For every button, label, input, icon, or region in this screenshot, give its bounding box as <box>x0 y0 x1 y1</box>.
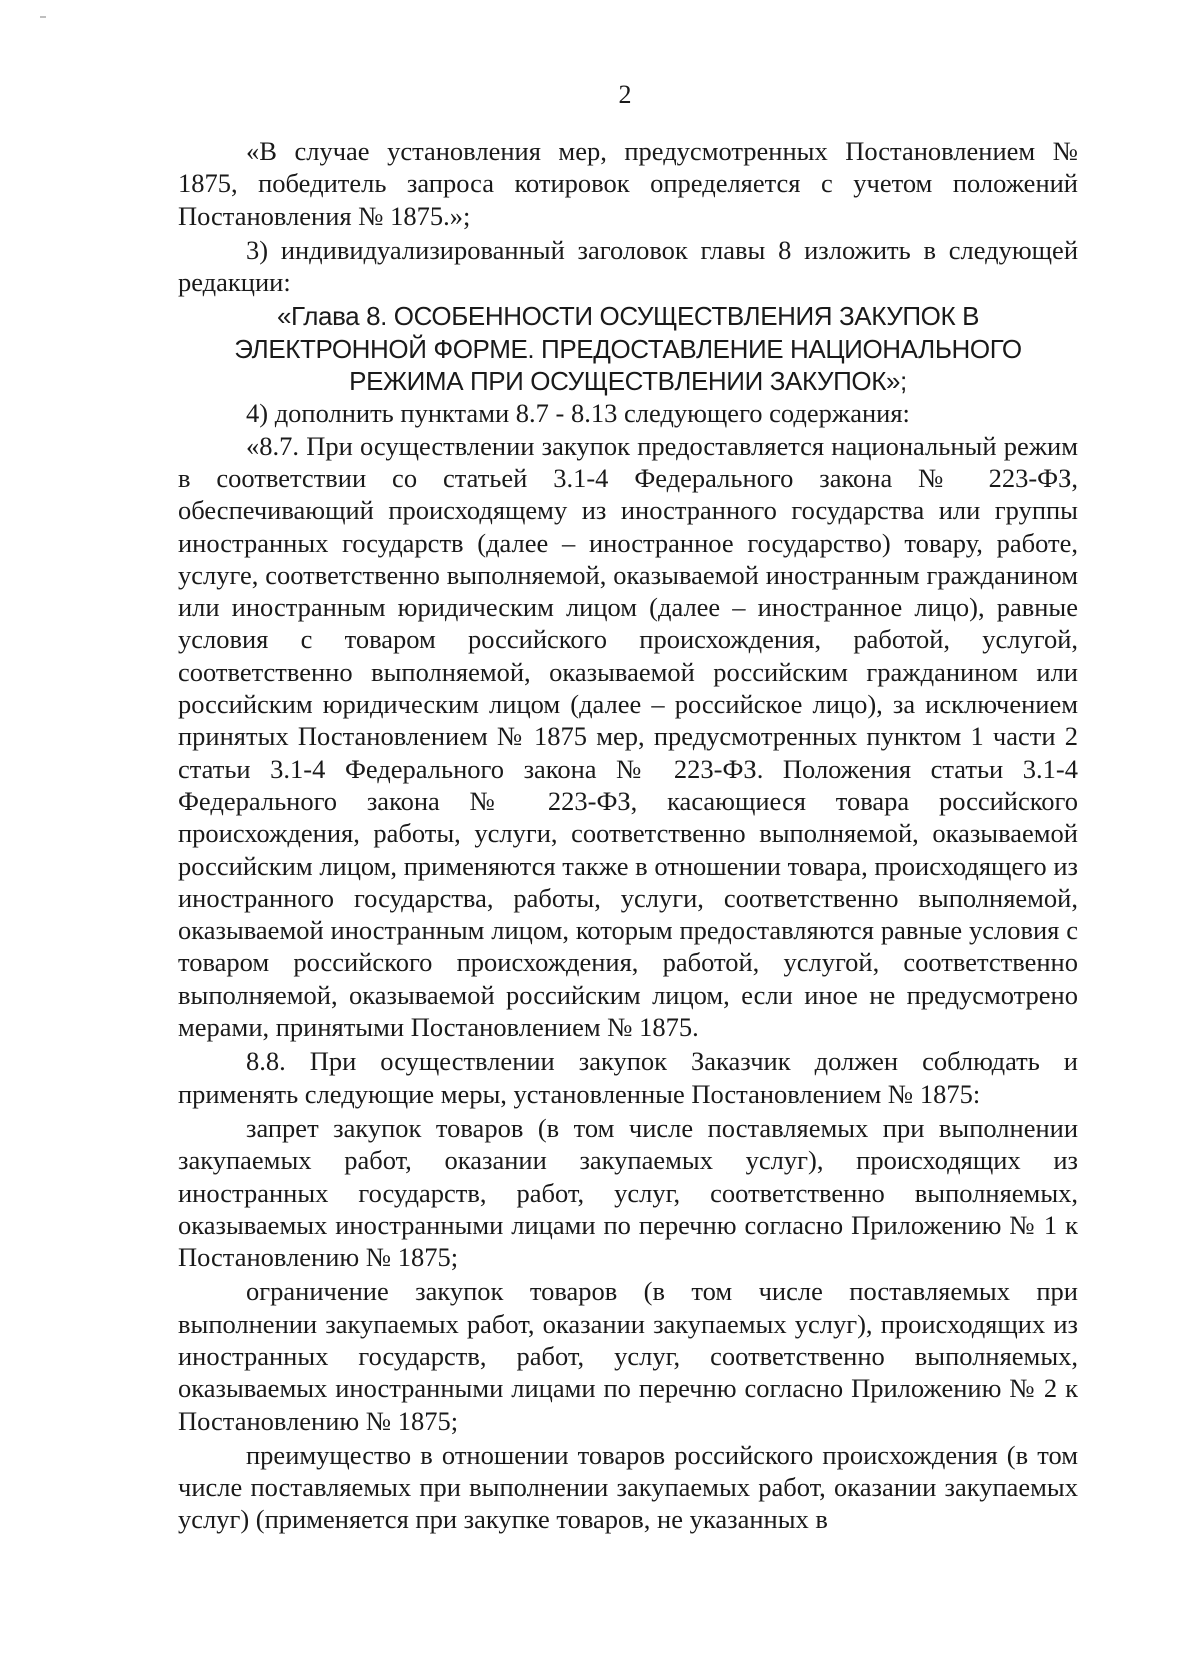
chapter-heading <box>178 300 1078 397</box>
paragraph-quote-tail: «В случае установления мер, предусмотренных Постановлением № 1875, победитель запроса котировок определяется с учетом положений Постановления № 1875.»; <box>178 136 1078 231</box>
page-number: 2 <box>618 80 632 109</box>
chapter-heading-line: «Глава 8. ОСОБЕННОСТИ ОСУЩЕСТВЛЕНИЯ ЗАКУПОК В <box>276 301 980 332</box>
chapter-heading-line: РЕЖИМА ПРИ ОСУЩЕСТВЛЕНИИ ЗАКУПОК»; <box>349 366 907 397</box>
paragraph-8-8: 8.8. При осуществлении закупок Заказчик должен соблюдать и применять следующие меры, установленные Постановлением № 1875: <box>178 1046 1078 1109</box>
paragraph-item-4: 4) дополнить пунктами 8.7 - 8.13 следующего содержания: <box>246 398 910 429</box>
paragraph-preference: преимущество в отношении товаров российского происхождения (в том числе поставляемых при выполнении закупаемых работ, оказании закупаемых услуг) (применяется при закупке товаров, не указанных в <box>178 1439 1078 1535</box>
scan-mark <box>40 16 46 18</box>
paragraph-8-7: «8.7. При осуществлении закупок предоставляется национальный режим в соответствии со статьей 3.1-4 Федерального закона № 223-ФЗ, обеспечивающий происходящему из иностранного государства или группы иностранных государств (далее – иностранное государство) товару, работе, услуге, соответственно выполняемой, оказываемой иностранным гражданином или иностранным юридическим лицом (далее – иностранное лицо), равные условия с товаром российского происхождения, работой, услугой, соответственно выполняемой, оказываемой российским гражданином или российским юридическим лицом (далее – российское лицо), за исключением принятых Постановлением № 1875 мер, предусмотренных пунктом 1 части 2 статьи 3.1-4 Федерального закона № 223-ФЗ. Положения статьи 3.1-4 Федерального закона № 223-ФЗ, касающиеся товара российского происхождения, работы, услуги, соответственно выполняемой, оказываемой российским лицом, применяются также в отношении товара, происходящего из иностранного государства, работы, услуги, соответственно выполняемой, оказываемой иностранным лицом, которым предоставляются равные условия с товаром российского происхождения, работой, услугой, соответственно выполняемой, оказываемой российским лицом, если иное не предусмотрено мерами, принятыми Постановлением № 1875. <box>178 430 1078 1043</box>
paragraph-prohibition: запрет закупок товаров (в том числе поставляемых при выполнении закупаемых работ, оказании закупаемых услуг), происходящих из иностранных государств, работ, услуг, соответственно выполняемых, оказываемых иностранными лицами по перечню согласно Приложению № 1 к Постановлению № 1875; <box>178 1112 1078 1273</box>
paragraph-item-3: 3) индивидуализированный заголовок главы 8 изложить в следующей редакции: <box>178 234 1078 298</box>
document-body <box>178 135 1078 1536</box>
chapter-heading-line: ЭЛЕКТРОННОЙ ФОРМЕ. ПРЕДОСТАВЛЕНИЕ НАЦИОНАЛЬНОГО <box>234 333 1022 364</box>
paragraph-restriction: ограничение закупок товаров (в том числе поставляемых при выполнении закупаемых работ, оказании закупаемых услуг), происходящих из иностранных государств, работ, услуг, соответственно выполняемых, оказываемых иностранными лицами по перечню согласно Приложению № 2 к Постановлению № 1875; <box>178 1276 1078 1436</box>
